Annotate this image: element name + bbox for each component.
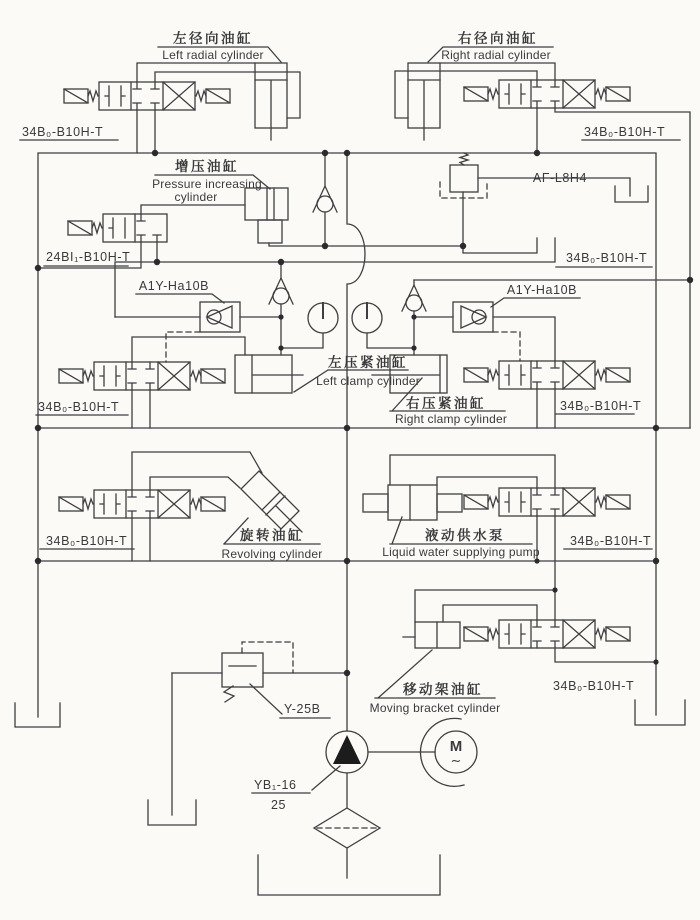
pilot-check-label-right: A1Y-Ha10B: [506, 283, 578, 297]
tank-top-right: [615, 186, 648, 202]
moving-bracket-label-en: Moving bracket cylinder: [369, 701, 501, 715]
main-reservoir: [258, 855, 440, 895]
unloading-valve-label: AF-L8H4: [532, 171, 588, 185]
pressure-increasing-label-en1: Pressure increasing: [152, 177, 262, 191]
pressure-increasing-cylinder: [245, 188, 288, 243]
two-position-valve-label: 24BI₁-B10H-T: [46, 250, 131, 264]
left-radial-cylinder: [255, 63, 287, 140]
valve-label-clamp-left: 34B₀-B10H-T: [38, 400, 120, 414]
left-radial-label-zh: 左径向油缸: [173, 31, 253, 46]
hydraulic-pump: [326, 731, 368, 773]
right-radial-cylinder: [408, 63, 440, 140]
left-pilot-check-valve: [115, 302, 281, 362]
right-clamp-label-en: Right clamp cylinder: [394, 412, 508, 426]
pressure-increasing-label-en2: cylinder: [174, 190, 218, 204]
right-clamp-label-zh: 右压紧油缸: [406, 396, 486, 411]
right-radial-label-en: Right radial cylinder: [441, 48, 551, 62]
pilot-check-label-left: A1Y-Ha10B: [138, 279, 210, 293]
main-rails: [38, 108, 690, 731]
junction-dots: [35, 150, 693, 676]
relief-valve-label: Y-25B: [284, 702, 321, 716]
pump-model-label: YB₁-16: [254, 778, 297, 792]
valve-label-clamp-right: 34B₀-B10H-T: [560, 399, 642, 413]
left-clamp-check-valve: [269, 262, 293, 355]
motor-letter: M: [449, 738, 463, 755]
valve-label-top-left: 34B₀-B10H-T: [22, 125, 104, 139]
water-pump-label-en: Liquid water supplying pump: [382, 545, 540, 559]
left-radial-label-en: Left radial cylinder: [162, 48, 264, 62]
pump-size-label: 25: [271, 798, 287, 812]
right-pilot-check-valve: [414, 302, 555, 361]
text-labels: [22, 30, 665, 812]
motor-phase-icon: ∼: [450, 753, 462, 768]
valve-label-water-pump: 34B₀-B10H-T: [570, 534, 652, 548]
water-pump-label-zh: 液动供水泵: [425, 528, 505, 543]
revolving-label-zh: 旋转油缸: [240, 528, 304, 543]
left-clamp-cylinder: [235, 355, 303, 393]
left-clamp-label-en: Left clamp cylinder: [316, 374, 420, 388]
right-pressure-gauge: [352, 303, 414, 348]
valve-label-moving-bracket: 34B₀-B10H-T: [553, 679, 635, 693]
pressure-increasing-valve: [68, 205, 245, 242]
tank-bottom-right: [635, 700, 685, 725]
right-radial-label-zh: 右径向油缸: [458, 31, 538, 46]
revolving-label-en: Revolving cylinder: [221, 547, 323, 561]
moving-bracket-cylinder: [403, 622, 460, 648]
left-pressure-gauge: [281, 303, 338, 348]
moving-bracket-label-zh: 移动架油缸: [403, 682, 483, 697]
moving-bracket-valve: [415, 590, 656, 662]
suction-filter: [314, 773, 380, 878]
valve-label-revolving: 34B₀-B10H-T: [46, 534, 128, 548]
pressure-increasing-label-zh: 增压油缸: [175, 159, 239, 174]
center-check-valve: [313, 153, 337, 246]
valve-label-mid-right: 34B₀-B10H-T: [566, 251, 648, 265]
left-clamp-label-zh: 左压紧油缸: [328, 355, 408, 370]
valve-label-top-right: 34B₀-B10H-T: [584, 125, 666, 139]
revolving-cylinder: [241, 471, 302, 532]
